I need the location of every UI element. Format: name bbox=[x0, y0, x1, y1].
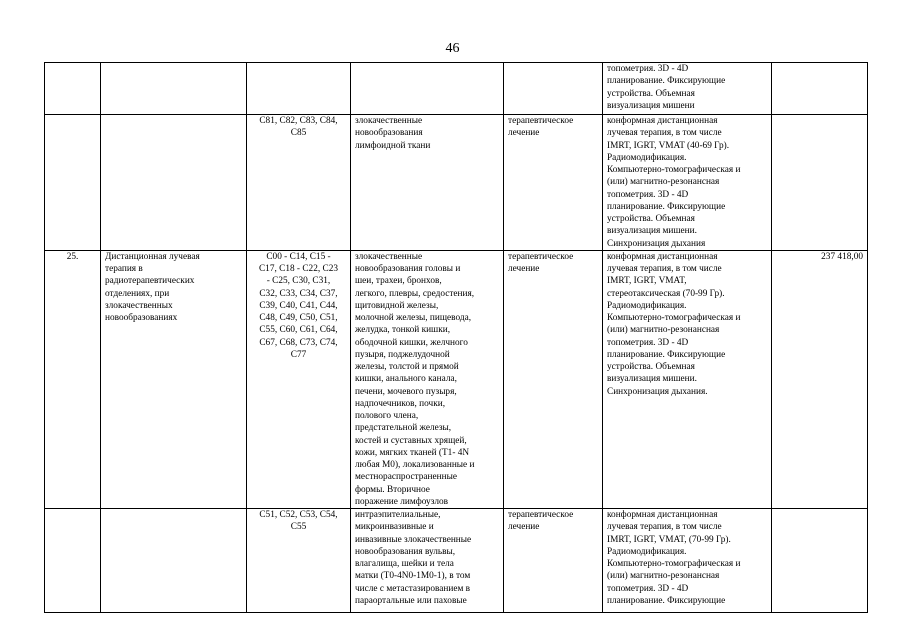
cell-text-line: Синхронизация дыхания. bbox=[607, 386, 708, 397]
table-row bbox=[45, 63, 868, 115]
cell-text-line: устройства. Объемная bbox=[607, 214, 695, 224]
cell-text-line: конформная дистанционная bbox=[607, 510, 718, 520]
treatment-type-cell bbox=[504, 63, 603, 115]
row-number-cell bbox=[45, 509, 101, 613]
cell-text-line: новообразования вульвы, bbox=[355, 546, 456, 557]
cell-text-line: лечение bbox=[508, 522, 540, 533]
cell-text-line: терапия в bbox=[105, 264, 143, 274]
cell-text-line: терапевтическое bbox=[508, 251, 574, 262]
icd-codes-cell bbox=[247, 63, 351, 115]
cell-text-line: C51, C52, C53, C54, bbox=[259, 510, 338, 520]
cell-text-line: устройства. Объемная bbox=[607, 88, 695, 99]
cell-text-line: (или) магнитно-резонансная bbox=[607, 571, 720, 582]
cell-text-line: микроинвазивные и bbox=[355, 522, 434, 533]
price-cell bbox=[772, 509, 868, 613]
treatment-method-cell bbox=[603, 509, 772, 613]
cell-text-line: планирование. Фиксирующие bbox=[607, 201, 726, 212]
cell-text-line: радиотерапевтических bbox=[105, 276, 195, 287]
cell-text-line: Компьютерно-томографическая и bbox=[607, 165, 741, 175]
treatment-method-cell bbox=[603, 63, 772, 115]
cell-text-line: конформная дистанционная bbox=[607, 251, 718, 262]
cell-text-line: (или) магнитно-резонансная bbox=[607, 325, 720, 336]
cell-text-line: терапевтическое bbox=[508, 510, 574, 520]
cell-text-line: визуализация мишени. bbox=[607, 374, 697, 385]
cell-text-line: лучевая терапия, в том числе bbox=[607, 264, 722, 274]
treatment-type-cell bbox=[504, 115, 603, 251]
cell-text-line: C48, C49, C50, C51, bbox=[259, 313, 338, 323]
cell-text-line: надпочечников, почки, bbox=[355, 398, 446, 409]
cell-text-line: поражение лимфоузлов bbox=[355, 496, 449, 507]
cell-text-line: новообразованиях bbox=[105, 313, 178, 323]
cell-text-line: полового члена, bbox=[355, 411, 419, 421]
cell-text-line: Радиомодификация. bbox=[607, 152, 687, 163]
page-number: 46 bbox=[445, 41, 460, 56]
cell-text-line: новообразования bbox=[355, 128, 423, 139]
service-name-cell bbox=[101, 250, 247, 508]
cell-text-line: печени, мочевого пузыря, bbox=[355, 386, 457, 397]
cell-text-line: отделениях, при bbox=[105, 288, 170, 299]
cell-text-line: Радиомодификация. bbox=[607, 300, 687, 311]
cell-text-line: предстательной железы, bbox=[355, 423, 452, 434]
row-number-cell bbox=[45, 63, 101, 115]
cell-text-line: новообразования головы и bbox=[355, 264, 461, 274]
cell-text-line: легкого, плевры, средостения, bbox=[355, 288, 475, 299]
cell-text-line: C00 - C14, C15 - bbox=[266, 251, 331, 262]
cell-text-line: топометрия. 3D - 4D bbox=[607, 337, 689, 348]
cell-text-line: терапевтическое bbox=[508, 116, 574, 126]
service-name-cell bbox=[101, 63, 247, 115]
cell-text-line: IMRT, IGRT, VMAT, bbox=[607, 276, 687, 287]
cell-text-line: кишки, анального канала, bbox=[355, 374, 457, 385]
cell-text-line: визуализация мишени. bbox=[607, 226, 697, 237]
cell-text-line: лечение bbox=[508, 264, 540, 274]
cell-text-line: - C25, C30, C31, bbox=[266, 276, 331, 287]
cell-text-line: C67, C68, C73, C74, bbox=[259, 337, 338, 348]
cell-text-line: лучевая терапия, в том числе bbox=[607, 522, 722, 533]
cell-text-line: C77 bbox=[290, 349, 307, 360]
treatment-method-cell bbox=[603, 250, 772, 508]
cell-text-line: лимфоидной ткани bbox=[355, 140, 431, 151]
cell-text-line: C55 bbox=[290, 522, 307, 533]
cell-text-line: матки (T0-4N0-1M0-1), в том bbox=[355, 571, 471, 582]
cell-text-line: C55, C60, C61, C64, bbox=[259, 325, 338, 336]
treatment-method-cell bbox=[603, 115, 772, 251]
price-cell: 237 418,00 bbox=[772, 250, 868, 508]
diagnosis-cell bbox=[351, 250, 504, 508]
cell-text-line: C85 bbox=[290, 128, 307, 139]
cell-text-line: молочной железы, пищевода, bbox=[355, 313, 472, 323]
cell-text-line: стереотаксическая (70-99 Гр). bbox=[607, 288, 725, 299]
service-name-cell bbox=[101, 115, 247, 251]
cell-text-line: (или) магнитно-резонансная bbox=[607, 177, 720, 188]
icd-codes-cell bbox=[247, 115, 351, 251]
cell-text-line: IMRT, IGRT, VMAT, (70-99 Гр). bbox=[607, 534, 731, 545]
row-number-cell: 25. bbox=[45, 250, 101, 508]
cell-text-line: планирование. Фиксирующие bbox=[607, 76, 726, 87]
cell-text-line: влагалища, шейки и тела bbox=[355, 559, 454, 569]
cell-text-line: C32, C33, C34, C37, bbox=[259, 288, 338, 299]
cell-text-line: топометрия. 3D - 4D bbox=[607, 189, 689, 200]
treatment-type-cell bbox=[504, 509, 603, 613]
cell-text-line: костей и суставных хрящей, bbox=[355, 435, 467, 446]
cell-text-line: C81, C82, C83, C84, bbox=[259, 116, 338, 126]
cell-text-line: устройства. Объемная bbox=[607, 362, 695, 372]
cell-text-line: железы, толстой и прямой bbox=[355, 362, 459, 372]
price-cell bbox=[772, 115, 868, 251]
cell-text-line: Компьютерно-томографическая и bbox=[607, 313, 741, 323]
cell-text-line: C39, C40, C41, C44, bbox=[259, 300, 338, 311]
cell-text-line: пузыря, поджелудочной bbox=[355, 349, 450, 360]
cell-text-line: Дистанционная лучевая bbox=[105, 251, 200, 262]
cell-text-line: ободочной кишки, желчного bbox=[355, 337, 468, 348]
cell-text-line: любая M0), локализованные и bbox=[355, 460, 475, 470]
cell-text-line: Радиомодификация. bbox=[607, 546, 687, 557]
cell-text-line: топометрия. 3D - 4D bbox=[607, 583, 689, 594]
diagnosis-cell bbox=[351, 115, 504, 251]
cell-text-line: параортальные или паховые bbox=[355, 595, 467, 606]
cell-text-line: злокачественные bbox=[355, 116, 423, 126]
treatment-type-cell bbox=[504, 250, 603, 508]
cell-text-line: C17, C18 - C22, C23 bbox=[258, 264, 339, 274]
cell-text-line: местнораспространенные bbox=[355, 472, 457, 483]
cell-text-line: визуализация мишени bbox=[607, 100, 695, 111]
cell-text-line: планирование. Фиксирующие bbox=[607, 349, 726, 360]
cell-text-line: конформная дистанционная bbox=[607, 116, 718, 126]
cell-text-line: кожи, мягких тканей (T1- 4N bbox=[355, 447, 470, 458]
cell-text-line: шеи, трахеи, бронхов, bbox=[355, 276, 442, 287]
table-row bbox=[45, 250, 868, 508]
diagnosis-cell bbox=[351, 63, 504, 115]
cell-text-line: IMRT, IGRT, VMAT (40-69 Гр). bbox=[607, 140, 730, 151]
treatment-table bbox=[44, 62, 868, 613]
cell-text-line: злокачественных bbox=[105, 300, 173, 311]
icd-codes-cell bbox=[247, 250, 351, 508]
cell-text-line: формы. Вторичное bbox=[355, 484, 430, 495]
table-row bbox=[45, 509, 868, 613]
cell-text-line: лечение bbox=[508, 128, 540, 139]
service-name-cell bbox=[101, 509, 247, 613]
cell-text-line: топометрия. 3D - 4D bbox=[607, 64, 689, 74]
cell-text-line: Компьютерно-томографическая и bbox=[607, 559, 741, 569]
icd-codes-cell bbox=[247, 509, 351, 613]
cell-text-line: желудка, тонкой кишки, bbox=[355, 325, 451, 336]
cell-text-line: щитовидной железы, bbox=[355, 300, 439, 311]
diagnosis-cell bbox=[351, 509, 504, 613]
price-cell bbox=[772, 63, 868, 115]
cell-text-line: инвазивные злокачественные bbox=[355, 534, 472, 545]
cell-text-line: интраэпителиальные, bbox=[355, 510, 441, 520]
cell-text-line: лучевая терапия, в том числе bbox=[607, 128, 722, 139]
cell-text-line: числе с метастазированием в bbox=[355, 583, 471, 594]
table-row bbox=[45, 115, 868, 251]
row-number-cell bbox=[45, 115, 101, 251]
cell-text-line: планирование. Фиксирующие bbox=[607, 595, 726, 606]
cell-text-line: злокачественные bbox=[355, 251, 423, 262]
cell-text-line: Синхронизация дыхания bbox=[607, 238, 706, 249]
